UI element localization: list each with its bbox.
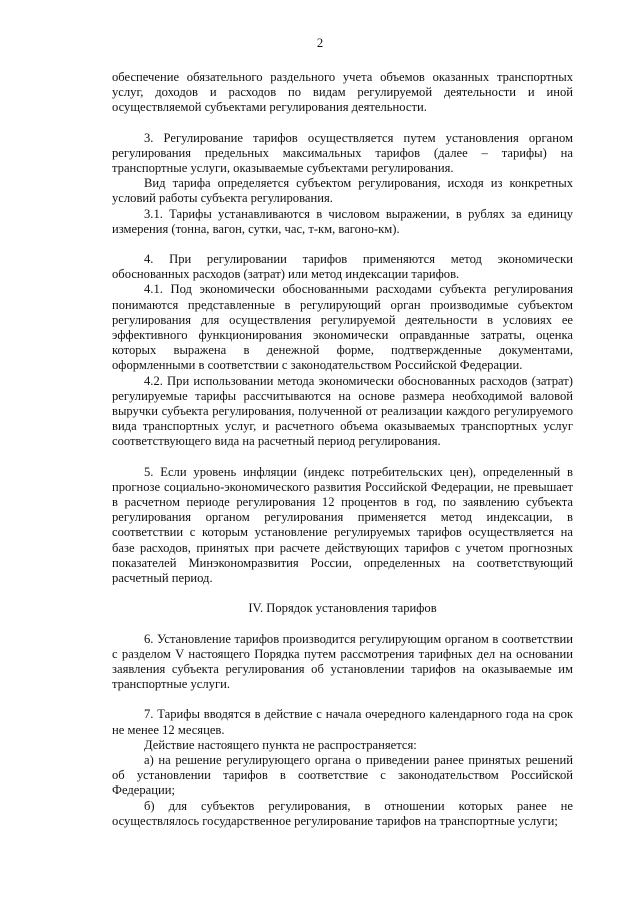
paragraph-7: 7. Тарифы вводятся в действие с начала очередного календарного года на срок не менее 12 месяцев. (112, 707, 573, 737)
document-body (112, 70, 573, 829)
paragraph-gap (112, 586, 573, 601)
paragraph-3-1: 3.1. Тарифы устанавливаются в числовом выражении, в рублях за единицу измерения (тонна, вагон, сутки, час, т-км, вагоно-км). (112, 206, 573, 236)
page-number: 2 (316, 36, 324, 50)
paragraph-gap (112, 450, 573, 465)
paragraph-4-1: 4.1. Под экономически обоснованными расходами субъекта регулирования понимаются представленные в регулирующий орган производимые субъектом регулирования для осуществления регулируемой деятельности в условиях ее эффективного функционирования экономически оправданные затраты, оценка которых выражена в денежной форме, подтвержденные документами, оформленными в соответствии с законодательством Российской Федерации. (112, 282, 573, 373)
paragraph-gap (112, 692, 573, 707)
section-heading: IV. Порядок установления тарифов (248, 601, 437, 616)
paragraph-7-exceptions: Действие настоящего пункта не распространяется: (144, 737, 417, 752)
paragraph-gap (112, 116, 573, 131)
paragraph-4-2: 4.2. При использовании метода экономически обоснованных расходов (затрат) регулируемые тарифы рассчитываются на основе размера необходимой валовой выручки субъекта регулирования, полученной от реализации каждого регулируемого вида транспортных услуг, и расчетного объема оказываемых транспортных услуг соответствующего вида на расчетный период регулирования. (112, 373, 573, 449)
paragraph-gap (112, 617, 573, 632)
paragraph-3: 3. Регулирование тарифов осуществляется путем установления органом регулирования предельных максимальных тарифов (далее – тарифы) на транспортные услуги, оказываемые субъектами регулирования. (112, 130, 573, 176)
paragraph-6: 6. Установление тарифов производится регулирующим органом в соответствии с разделом V настоящего Порядка путем рассмотрения тарифных дел на основании заявления субъекта регулирования об установлении тарифов на оказываемые им транспортные услуги. (112, 631, 573, 692)
paragraph-7-b: б) для субъектов регулирования, в отношении которых ранее не осуществлялось государственное регулирование тарифов на транспортные услуги; (112, 798, 573, 828)
paragraph-tariff-type: Вид тарифа определяется субъектом регулирования, исходя из конкретных условий работы субъекта регулирования. (112, 176, 573, 206)
paragraph-7-a: а) на решение регулирующего органа о приведении ранее принятых решений об установлении тарифов в соответствие с законодательством Российской Федерации; (112, 752, 573, 798)
paragraph-accounting: обеспечение обязательного раздельного учета объемов оказанных транспортных услуг, доходов и расходов по видам регулируемой деятельности и иной осуществляемой субъектами регулирования деятельности. (112, 70, 573, 115)
paragraph-gap (112, 237, 573, 252)
paragraph-4: 4. При регулировании тарифов применяются метод экономически обоснованных расходов (затрат) или метод индексации тарифов. (112, 252, 573, 282)
paragraph-5: 5. Если уровень инфляции (индекс потребительских цен), определенный в прогнозе социально-экономического развития Российской Федерации, не превышает в расчетном периоде регулирования 12 процентов в год, по заявлению субъекта регулирования органом регулирования применяется метод индексации, в соответствии с которым установление регулируемых тарифов осуществляется на базе расходов, принятых при расчете действующих тарифов с учетом прогнозных показателей Минэкономразвития России, определенных на соответствующий расчетный период. (112, 464, 573, 586)
